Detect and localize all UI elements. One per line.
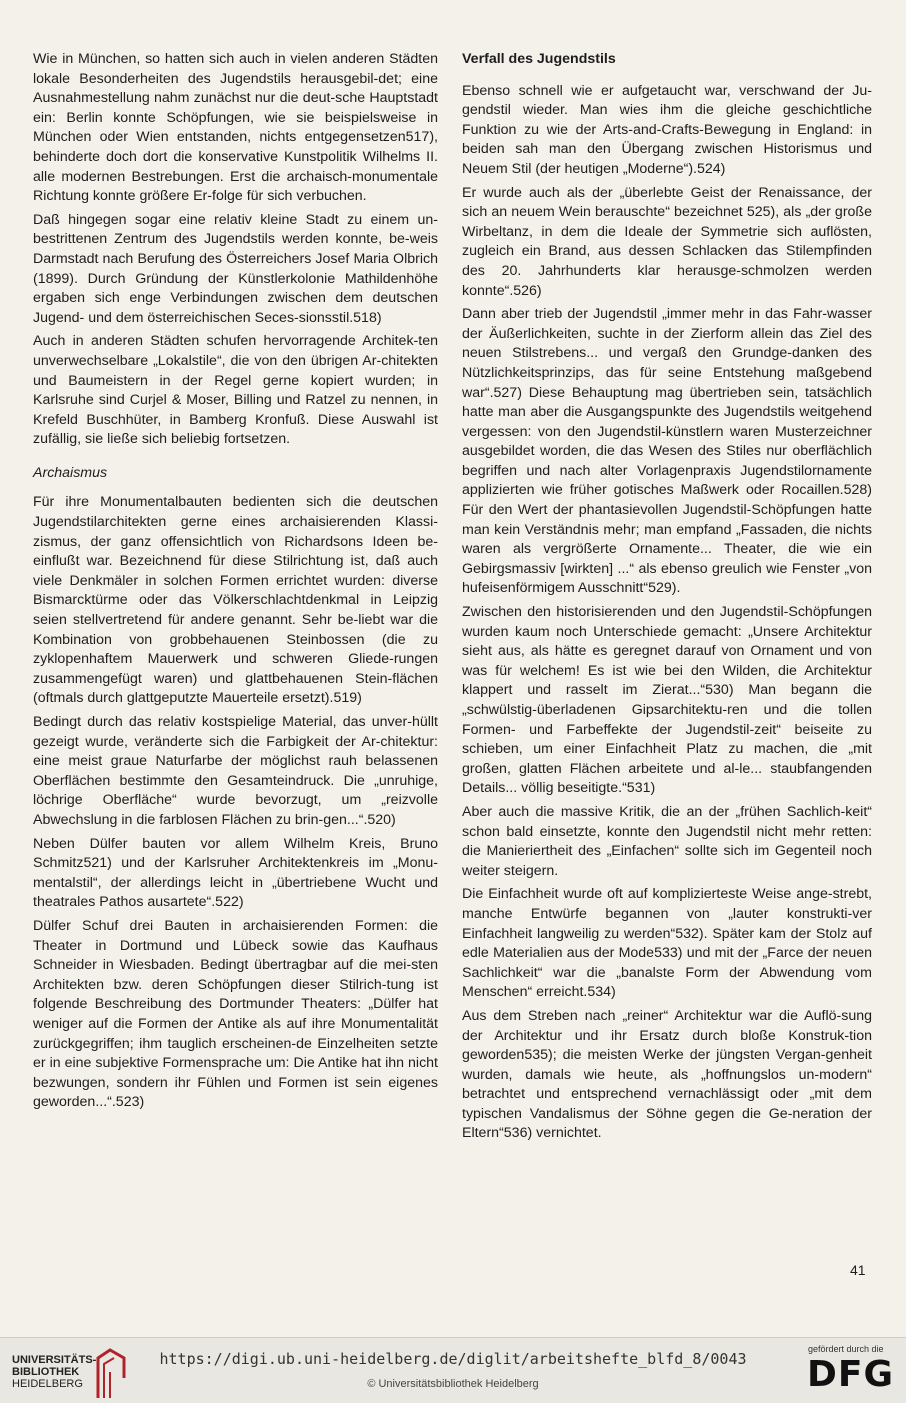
paragraph: Für ihre Monumentalbauten bedienten sich die deutschen Jugendstilarchitekten gerne eines archaisierenden Klassi-zismus, der ganz offensichtlich von Richardsons Ideen be-einflußt war. Bezeichnend für diese Stilrichtung ist, daß auch viele Denkmäler in solchen Formen errichtet wurden: diverse Bismarcktürme oder das Völkerschlachtdenkmal in Leipzig seien stellvertretend für andere genannt. Sehr be-liebt war die Kombination von grobbehauenen Steinbossen (die zu zyklopenhaftem Mauerwerk und schweren Gliede-rungen zusammengefügt waren) und glattbehauenen Stein-flächen (oftmals durch glattgeputzte Mauerteile ersetzt).519) [33, 494, 438, 707]
paragraph: Daß hingegen sogar eine relativ kleine Stadt zu einem un-bestrittenen Zentrum des Jugendstils werden konnte, be-weis Darmstadt nach Berufung des Österreichers Josef Maria Olbrich (1899). Durch Gründung der Künstlerkolonie Mathildenhöhe ergaben sich enge Verbindungen zwischen dem deutschen Jugend- und dem österreichischen Seces-sionsstil.518) [33, 211, 438, 326]
copyright-text: © Universitätsbibliothek Heidelberg [367, 1378, 539, 1390]
logo-line: UNIVERSITÄTS- [12, 1354, 97, 1366]
paragraph: Aber auch die massive Kritik, die an der „frühen Sachlich-keit“ schon bald einsetzte, konnte den Jugendstil nicht mehr retten: die Manieriertheit des „Einfachen“ sollte sich im Gegenteil noch weiter steigern. [462, 803, 872, 879]
paragraph: Er wurde auch als der „überlebte Geist der Renaissance, der sich an neuem Wein berauschte“ bezeichnet 525), als „der große Wirbeltanz, in dem die Ideale der Symmetrie sich auflösten, zugleich ein Brand, aus dessen Schlacken das Stilempfinden des 20. Jahrhunderts klar herausge-schmolzen werden konnte“.526) [462, 184, 872, 299]
logo-line: HEIDELBERG [12, 1378, 83, 1390]
paragraph: Die Einfachheit wurde oft auf komplizierteste Weise ange-strebt, manche Entwürfe begannen von „lauter konstrukti-ver Einfachheit langweilig zu werden“532). Später kam der Stolz auf edle Materialien aus der Mode533) und mit der „Farce der neuen Sachlichkeit“ war die „banalste Form der Abwendung vom Menschen“ erreicht.534) [462, 886, 872, 1001]
paragraph: Aus dem Streben nach „reiner“ Architektur war die Auflö-sung der Architektur und ihr Ersatz durch bloße Konstruk-tion geworden535); die meisten Werke der jüngsten Vergan-genheit wurden, damals wie heute, als „hoffnungslos un-modern“ betrachtet und entsprechend vernachlässigt oder „mit dem typischen Vandalismus der Söhne gegen die Ge-neration der Eltern“536) vernichtet. [462, 1007, 872, 1142]
paragraph: Zwischen den historisierenden und den Jugendstil-Schöpfungen wurden kaum noch Unterschiede gemacht: „Unsere Architektur sieht aus, als hätte es geregnet darauf von Ornament und von was für welchem! Es ist wie bei den Wilden, die Architektur klappert und rasselt im Zierat...“530) Man begann die „schwülstig-überladenen Gipsarchitektu-ren und die tollen Formen- und Farbeffekte der Jugendstil-zeit“ beiseite zu schieben, um einer Einfachheit Platz zu machen, die „mit großen, glatten Flächen arbeitete und al-le... staubfangenden Details... völlig beseitigte.“531) [462, 604, 872, 797]
paragraph: Wie in München, so hatten sich auch in vielen anderen Städten lokale Besonderheiten des Jugendstils herausgebil-det; eine Ausnahmestellung nahm zunächst nur die deut-sche Hauptstadt ein: Berlin konnte Schöpfungen, wie sie beispielsweise in München oder Wien entstanden, nichts entgegensetzen517), behinderte doch dort die konservative Kunstpolitik Wilhelms II. alle modernen Bestrebungen. Erst die archaisch-monumentale Richtung konnte größere Er-folge für sich verbuchen. [33, 51, 438, 205]
paragraph: Bedingt durch das relativ kostspielige Material, das unver-hüllt gezeigt wurde, veränderte sich die Farbigkeit der Ar-chitektur: eine meist graue Naturfarbe der möglichst rauh belassenen Oberflächen bestimmte den Gesamteindruck. Die „unruhige, löchrige Oberfläche“ wurde bevorzugt, um „reizvolle Abwechslung in die farblosen Flächen zu brin-gen...“.520) [33, 714, 438, 828]
paragraph: Ebenso schnell wie er aufgetaucht war, verschwand der Ju-gendstil wieder. Man wies ihm die gleiche geschichtliche Funktion zu wie der Arts-and-Crafts-Bewegung in England: in beiden sah man den Übergang zwischen Historismus und Neuem Stil (der heutigen „Moderne“).524) [462, 82, 872, 177]
right-column [462, 50, 872, 1148]
section-heading-verfall: Verfall des Jugendstils [462, 51, 616, 67]
page-url-link[interactable]: https://digi.ub.uni-heidelberg.de/diglit/arbeitshefte_blfd_8/0043 [159, 1350, 747, 1368]
page-number: 41 [850, 1262, 866, 1278]
section-heading-archaismus: Archaismus [33, 464, 108, 481]
paragraph: Neben Dülfer bauten vor allem Wilhelm Kreis, Bruno Schmitz521) und der Karlsruher Architektenkreis im „Monu-mentalstil“, der allerdings leicht in „übertriebene Wucht und theatrales Pathos ausartete“.522) [33, 835, 438, 911]
paragraph: Auch in anderen Städten schufen hervorragende Architek-ten unverwechselbare „Lokalstile“, die von den übrigen Ar-chitekten und Baumeistern in der Regel gerne kopiert wurden; in Karlsruhe sind Curjel & Moser, Billing und Ratzel zu nennen, in Krefeld Buschhüter, in Bamberg Kronfuß. Diese Auswahl ist zufällig, sie ließe sich beliebig fortsetzen. [33, 333, 438, 448]
left-column [33, 50, 438, 1117]
footer-bar [0, 1337, 906, 1403]
dfg-caption: gefördert durch die [808, 1344, 884, 1354]
paragraph: Dülfer Schuf drei Bauten in archaisierenden Formen: die Theater in Dortmund und Lübeck sowie das Kaufhaus Schneider in Wiesbaden. Bedingt übertragbar auf die mei-sten Architekten bzw. deren Schöpfungen dieser Stilrich-tung ist folgende Beschreibung des Dortmunder Theaters: „Dülfer hat weniger auf die Formen der Antike als auf ihre Monumentalität zurückgegriffen; ihm tauglich erscheinen-de Einzelheiten setzte er in eine subjektive Formensprache um: Die Antike hat ihn nicht bezwungen, sondern ihr Fühlen und Formen ist sein eigenes geworden...“.523) [33, 917, 438, 1111]
logo-line: BIBLIOTHEK [12, 1366, 80, 1378]
paragraph: Dann aber trieb der Jugendstil „immer mehr in das Fahr-wasser der Äußerlichkeiten, suchte in der Zierform allein das Ziel des neuen Stilstrebens... und vergaß den Grundge-danken des Nützlichkeitsprinzips, das für seine Entstehung maßgebend war“.527) Diese Behauptung mag übertrieben sein, tatsächlich hatte man aber die Ausgangspunkte des Jugendstils weitgehend vergessen: von den Jugendstil-künstlern waren Musterzeichner ausgebildet worden, die das Wesen des Stiles nur oberflächlich begriffen und nach alter Vorlagenpraxis Jugendstilornamente applizierten wie früher gotisches Maßwerk oder Rocaillen.528) Für den Wert der phantasievollen Jugendstil-Schöpfungen hatte man kein Verständnis mehr; man empfand „Fassaden, die nichts waren als vergrößerte Ornamente... Theater, die wie ein Gebirgsmassiv [wirkten] ...“ als ebenso greulich wie Fenster „von hufeisenförmigem Ausschnitt“529). [462, 306, 872, 597]
dfg-logo[interactable]: DFG [807, 1354, 895, 1395]
